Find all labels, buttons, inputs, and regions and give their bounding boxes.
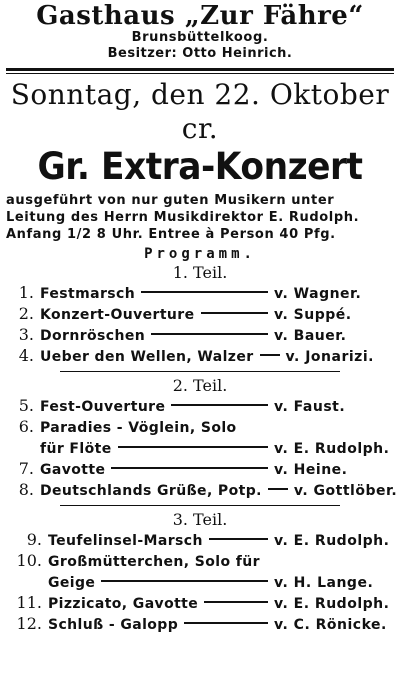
item-number: 6. [18,417,34,436]
header-rule-thick [6,68,394,71]
item-number: 10. [16,551,42,570]
program-item [6,346,394,367]
item-composer: v. H. Lange. [274,575,374,591]
item-title: Fest-Ouverture [40,399,166,415]
program-item [6,304,394,325]
item-composer: v. C. Rönicke. [274,617,387,633]
item-title: Festmarsch [40,286,136,302]
part-separator [60,371,339,372]
leader-dashes [209,538,268,540]
program-item [6,614,394,635]
item-title: Großmütterchen, Solo für [48,554,260,570]
item-number: 12. [16,614,42,633]
leader-dashes [111,467,268,469]
item-number: 3. [18,325,34,344]
item-composer: v. Suppé. [274,307,352,323]
item-composer: v. E. Rudolph. [274,533,390,549]
program-part [6,505,394,635]
leader-dashes [204,601,268,603]
item-title: für Flöte [40,441,112,457]
program-item [6,572,394,593]
programm-heading: Programm. [144,246,256,262]
program-list [6,283,394,367]
item-composer: v. Faust. [274,399,346,415]
item-title: Dornröschen [40,328,146,344]
item-number: 8. [18,480,34,499]
leader-dashes [268,488,288,490]
intro-line: Leitung des Herrn Musikdirektor E. Rudolph. [6,210,360,225]
concert-intro [6,192,394,243]
leader-dashes [201,312,269,314]
part-title: 2. Teil. [172,376,228,395]
item-composer: v. E. Rudolph. [274,441,390,457]
program-list [6,396,398,501]
program-item [6,283,394,304]
program-item [6,530,394,551]
part-title: 1. Teil. [172,263,228,282]
program-item [6,459,394,480]
item-title: Geige [48,575,96,591]
program-item [6,438,394,459]
item-title: Teufelinsel-Marsch [48,533,203,549]
item-number: 1. [18,283,34,302]
program-part [6,263,394,367]
program-item [6,480,398,501]
program-item [6,593,394,614]
item-composer: v. Heine. [274,462,348,478]
item-title: Konzert-Ouverture [40,307,195,323]
item-title: Deutschlands Grüße, Potp. [40,483,262,499]
item-number: 7. [18,459,34,478]
intro-line: ausgeführt von nur guten Musikern unter [6,193,335,208]
leader-dashes [101,580,268,582]
part-title: 3. Teil. [172,510,228,529]
leader-dashes [141,291,268,293]
program-part [6,371,398,501]
header-rule-thin [6,73,394,74]
item-number: 4. [18,346,34,365]
item-title: Pizzicato, Gavotte [48,596,199,612]
venue-owner: Besitzer: Otto Heinrich. [107,46,293,61]
item-composer: v. E. Rudolph. [274,596,390,612]
concert-headline: Gr. Extra-Konzert [37,145,363,188]
item-number: 9. [26,530,42,549]
part-separator [60,505,339,506]
venue-name: Gasthaus „Zur Fähre“ [36,1,364,31]
program-item [6,396,394,417]
program-list [6,530,394,635]
leader-dashes [260,354,280,356]
item-composer: v. Bauer. [274,328,347,344]
program-parts [6,263,398,635]
item-title: Gavotte [40,462,106,478]
leader-dashes [118,446,268,448]
item-number: 11. [16,593,42,612]
item-composer: v. Jonarizi. [285,349,374,365]
item-title: Schluß - Galopp [48,617,179,633]
item-title: Ueber den Wellen, Walzer [40,349,254,365]
program-item [6,551,394,572]
leader-dashes [171,404,268,406]
item-composer: v. Gottlöber. [293,483,398,499]
leader-dashes [184,622,268,624]
leader-dashes [151,333,268,335]
item-title: Paradies - Vöglein, Solo [40,420,237,436]
item-composer: v. Wagner. [274,286,362,302]
concert-date: Sonntag, den 22. Oktober cr. [10,78,390,145]
venue-location: Brunsbüttelkoog. [131,30,269,45]
intro-line: Anfang 1/2 8 Uhr. Entree à Person 40 Pfg. [6,227,336,242]
program-item [6,417,394,438]
item-number: 2. [18,304,34,323]
program-item [6,325,394,346]
item-number: 5. [18,396,34,415]
concert-poster [0,2,400,691]
